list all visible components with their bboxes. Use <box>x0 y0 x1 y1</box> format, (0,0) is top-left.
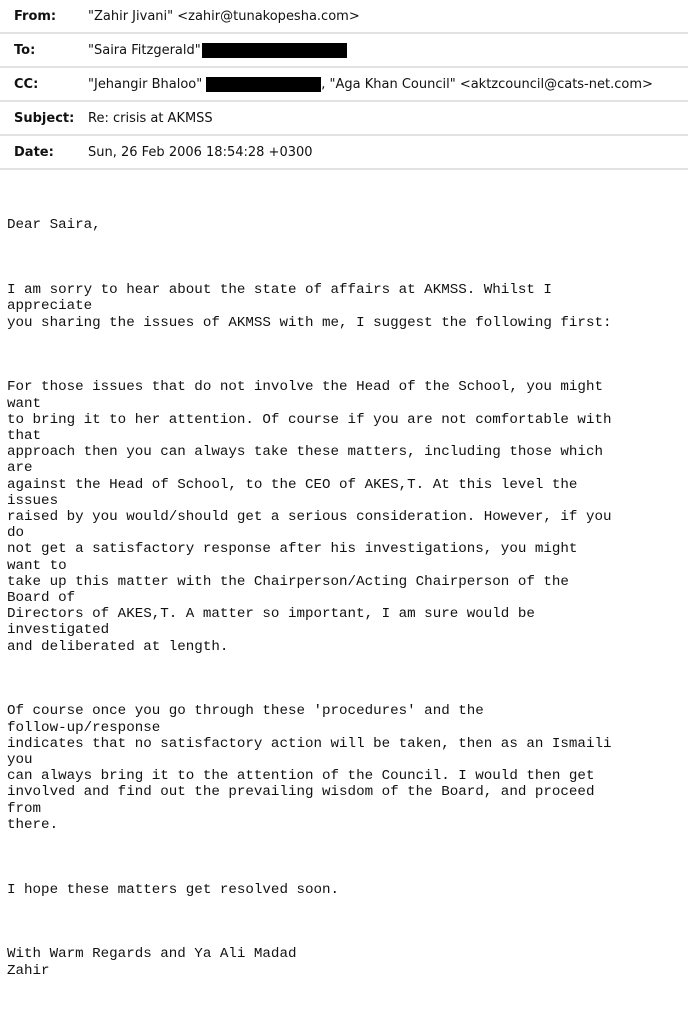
body-line: from <box>7 800 42 817</box>
closing <box>7 946 687 978</box>
body-line: raised by you would/should get a serious consideration. However, if you <box>7 509 612 526</box>
body-line: that <box>7 428 42 445</box>
body-line: investigated <box>7 622 110 639</box>
from-value[interactable]: "Zahir Jivani" <zahir@tunakopesha.com> <box>88 9 360 24</box>
email-body <box>7 185 687 1011</box>
body-line: want <box>7 395 42 412</box>
email-headers <box>0 0 688 170</box>
body-line: Directors of AKES,T. A matter so important, I am sure would be <box>7 606 535 623</box>
body-line: Board of <box>7 590 76 607</box>
header-cc-row <box>0 68 688 102</box>
greeting <box>7 217 687 233</box>
body-line: to bring it to her attention. Of course if you are not comfortable with <box>7 411 612 428</box>
paragraph-3 <box>7 703 687 833</box>
to-label: To: <box>14 43 36 58</box>
body-line: there. <box>7 816 59 833</box>
body-line: follow-up/response <box>7 719 161 736</box>
cc-value-container <box>88 77 653 92</box>
header-date-row <box>0 136 688 170</box>
from-label: From: <box>14 9 57 24</box>
paragraph-4 <box>7 882 687 898</box>
body-line: For those issues that do not involve the Head of the School, you might <box>7 379 603 396</box>
to-value[interactable]: "Saira Fitzgerald" <box>88 43 201 58</box>
date-value: Sun, 26 Feb 2006 18:54:28 +0300 <box>88 145 313 160</box>
header-from-row <box>0 0 688 34</box>
body-line: are <box>7 460 33 477</box>
body-line: against the Head of School, to the CEO of AKES,T. At this level the <box>7 476 578 493</box>
body-line: you <box>7 752 33 769</box>
body-line: approach then you can always take these matters, including those which <box>7 444 603 461</box>
date-label: Date: <box>14 145 54 160</box>
header-subject-row <box>0 102 688 136</box>
header-to-row <box>0 34 688 68</box>
body-line: do <box>7 525 25 542</box>
body-line: indicates that no satisfactory action will be taken, then as an Ismaili <box>7 735 612 752</box>
body-line: issues <box>7 492 59 509</box>
body-line: Zahir <box>7 962 50 979</box>
body-line: want to <box>7 557 67 574</box>
body-line: take up this matter with the Chairperson/Acting Chairperson of the <box>7 573 569 590</box>
body-line: can always bring it to the attention of the Council. I would then get <box>7 768 595 785</box>
body-line: Dear Saira, <box>7 217 101 234</box>
redaction-bar <box>206 77 321 92</box>
cc-value-rest[interactable]: , "Aga Khan Council" <aktzcouncil@cats-net.com> <box>321 77 653 92</box>
body-line: you sharing the issues of AKMSS with me, I suggest the following first: <box>7 314 612 331</box>
body-line: I hope these matters get resolved soon. <box>7 881 340 898</box>
redaction-bar <box>202 43 347 58</box>
to-value-container <box>88 43 347 58</box>
body-line: and deliberated at length. <box>7 638 229 655</box>
subject-label: Subject: <box>14 111 75 126</box>
paragraph-1 <box>7 282 687 331</box>
body-line: involved and find out the prevailing wisdom of the Board, and proceed <box>7 784 595 801</box>
cc-label: CC: <box>14 77 39 92</box>
cc-value-first[interactable]: "Jehangir Bhaloo" <box>88 77 203 92</box>
body-line: I am sorry to hear about the state of affairs at AKMSS. Whilst I <box>7 282 552 299</box>
body-line: appreciate <box>7 298 93 315</box>
body-line: With Warm Regards and Ya Ali Madad <box>7 946 297 963</box>
body-line: Of course once you go through these 'procedures' and the <box>7 703 484 720</box>
paragraph-2 <box>7 379 687 654</box>
subject-value: Re: crisis at AKMSS <box>88 111 213 126</box>
body-line: not get a satisfactory response after his investigations, you might <box>7 541 578 558</box>
